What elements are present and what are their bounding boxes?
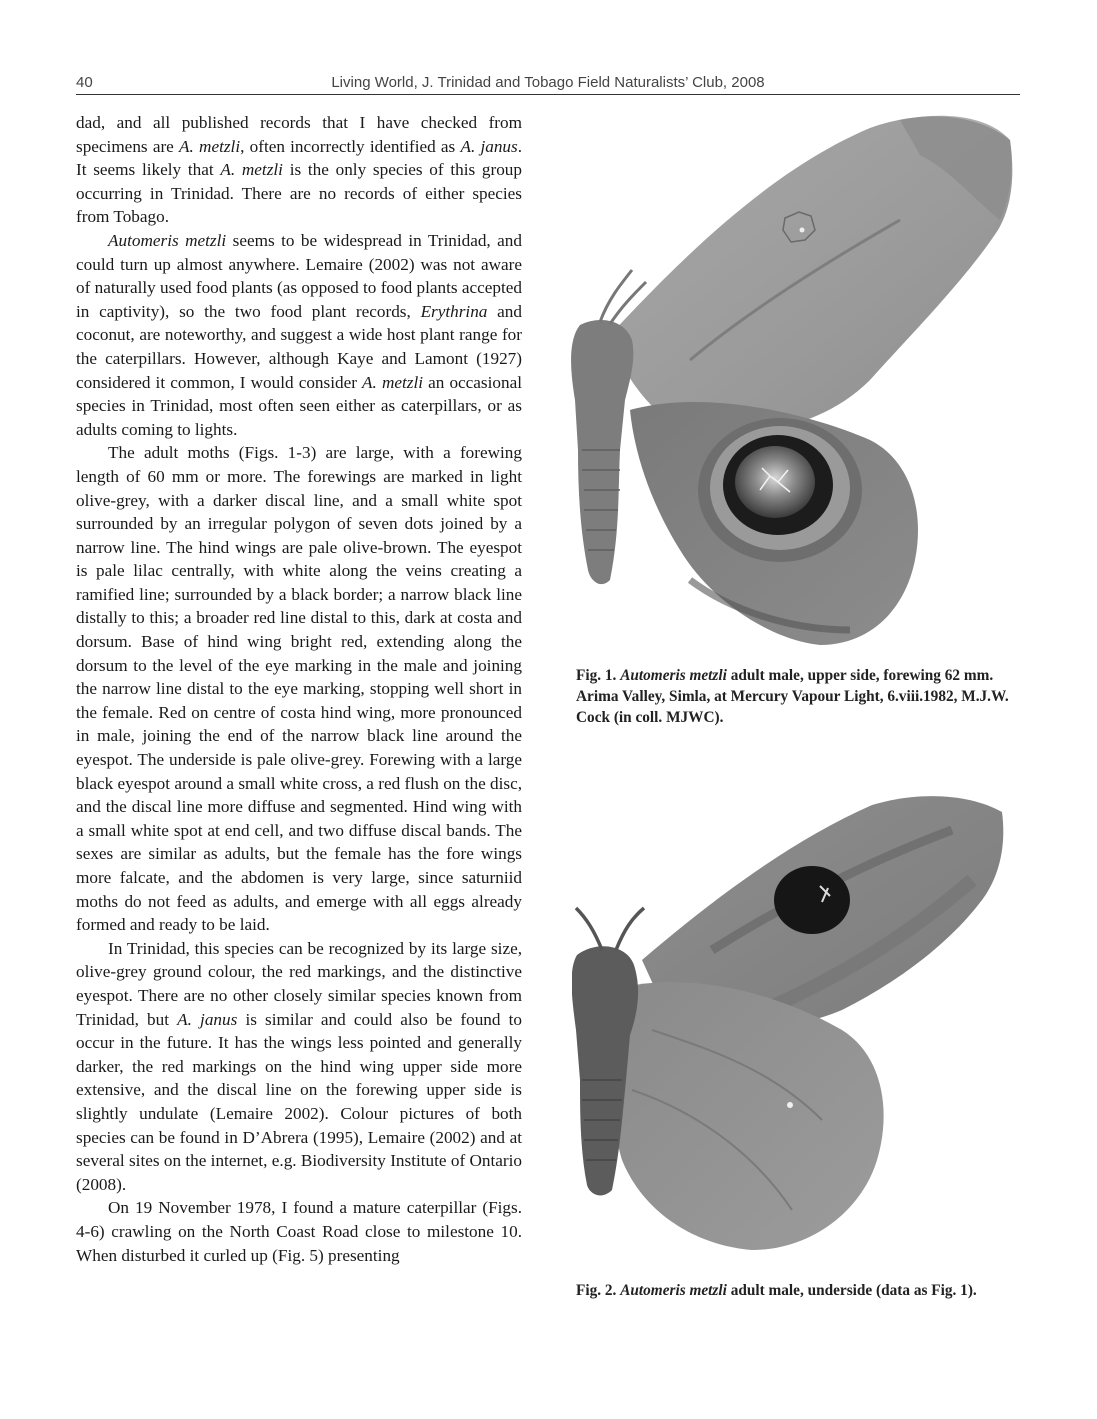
figure-2-caption — [576, 1280, 1020, 1301]
text-run: is the only species of this group occurring in Trinidad. There are no records of either species from Tobago. — [76, 160, 522, 227]
text-run: On 19 November 1978, I found a mature caterpillar (Figs. 4-6) crawling on the North Coast Road close to milestone 10. When disturbed it curled up (Fig. 5) presenting — [76, 1198, 522, 1265]
paragraph — [76, 1196, 522, 1267]
moth-upperside-photo — [570, 110, 1020, 650]
moth-underside-photo — [572, 790, 1022, 1260]
paragraph — [76, 111, 522, 229]
text-run: The adult moths (Figs. 1-3) are large, with a forewing length of 60 mm or more. The forewings are marked in light olive-grey, with a darker discal line, and a small white spot surrounded by an irregular polygon of seven dots joined by a narrow line. The hind wings are pale olive-brown. The eyespot is pale lilac centrally, with white along the veins creating a ramified line; surrounded by a black border; a narrow black line distally to this; a broader red line distal to this, dark at costa and dorsum. Base of hind wing bright red, extending along the dorsum to the level of the eye marking in the male and joining the narrow line distal to the eye marking, stopping well short in the female. Red on centre of costa hind wing, more pronounced in male, joining the end of the narrow black line around the eyespot. The underside is pale olive-grey. Forewing with a large black eyespot around a small white cross, a red flush on the disc, and the discal line more diffuse and segmented. Hind wing with a small white spot at end cell, and two diffuse discal bands. The sexes are similar as adults, but the female has the fore wings more falcate, and the abdomen is very large, since saturniid moths do not feed as adults, and emerge with all eggs already formed and ready to be laid. — [76, 443, 522, 935]
text-run: seems to be widespread in Trinidad, and could turn up almost anywhere. Lemaire (2002) was not aware of naturally used food plants (as opposed to food plants accepted in captivity), so the two food plant records, — [76, 230, 522, 321]
running-header — [76, 72, 1020, 95]
species-name: A. metzli — [179, 136, 241, 156]
text-run: . It seems likely that — [76, 136, 523, 180]
body-text-column — [76, 111, 522, 1267]
figure-label: Fig. 2. — [576, 1282, 617, 1299]
text-run: and coconut, are noteworthy, and suggest a wide host plant range for the caterpillars. However, although Kaye and Lamont (1927) considered it common, I would consider — [76, 301, 522, 392]
species-name: A. metzli — [220, 160, 283, 180]
paragraph — [76, 441, 522, 936]
species-name: A. janus — [177, 1009, 238, 1029]
figure-1-image — [570, 110, 1020, 650]
text-run: In Trinidad, this species can be recognized by its large size, olive-grey ground colour, the red markings, and the distinctive eyespot. There are no other closely similar species known from Trinidad, but — [76, 938, 522, 1029]
species-name: Automeris metzli — [108, 230, 227, 250]
figure-label: Fig. 1. — [576, 667, 617, 684]
figure-2-image — [572, 790, 1022, 1260]
species-name: A. metzli — [362, 372, 423, 392]
text-run: , often incorrectly identified as — [240, 136, 461, 156]
text-run: an occasional species in Trinidad, most often seen either as caterpillars, or as adults coming to lights. — [76, 372, 522, 439]
species-name: Automeris metzli — [620, 667, 727, 684]
caption-text: adult male, underside (data as Fig. 1). — [726, 1282, 977, 1299]
caption-text: adult male, upper side, forewing 62 mm. Arima Valley, Simla, at Mercury Vapour Light, 6.viii.1982, M.J.W. Cock (in coll. MJWC). — [576, 667, 1009, 726]
paragraph — [76, 229, 522, 441]
species-name: Erythrina — [420, 301, 488, 321]
species-name: A. janus — [460, 136, 518, 156]
species-name: Automeris metzli — [620, 1282, 727, 1299]
text-run: is similar and could also be found to occur in the future. It has the wings less pointed and generally darker, the red markings on the hind wing upper side more extensive, and the discal line on the forewing upper side is slightly undulate (Lemaire 2002). Colour pictures of both species can be found in D’Abrera (1995), Lemaire (2002) and at several sites on the internet, e.g. Biodiversity Institute of Ontario (2008). — [76, 1009, 523, 1194]
figure-1-caption — [576, 665, 1020, 728]
journal-title: Living World, J. Trinidad and Tobago Field Naturalists’ Club, 2008 — [331, 74, 765, 91]
page-number: 40 — [76, 74, 93, 91]
text-run: dad, and all published records that I have checked from specimens are — [76, 113, 522, 156]
paragraph — [76, 937, 522, 1197]
